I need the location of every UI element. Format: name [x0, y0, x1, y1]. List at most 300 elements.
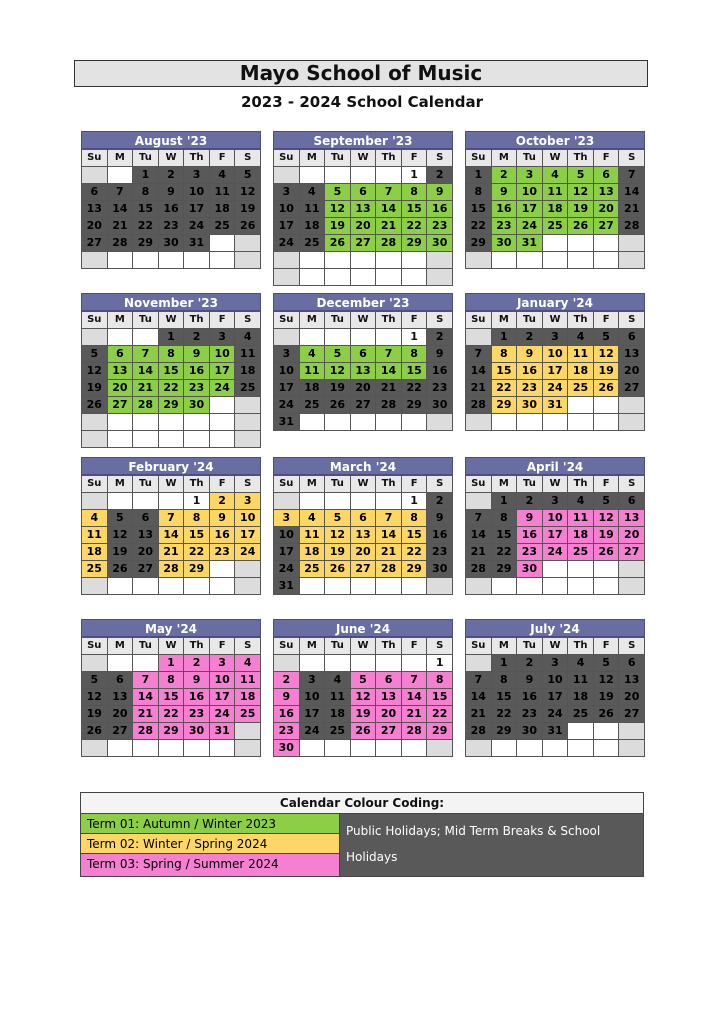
day-cell: 23: [184, 706, 210, 723]
day-cell: 28: [159, 561, 185, 578]
empty-cell: [300, 578, 326, 595]
day-cell: 5: [325, 184, 351, 201]
empty-cell: [210, 431, 236, 448]
day-cell: 16: [427, 363, 453, 380]
day-cell: 27: [351, 235, 377, 252]
day-cell: 17: [517, 201, 543, 218]
empty-cell: [210, 578, 236, 595]
day-cell: 23: [517, 544, 543, 561]
day-cell: 14: [159, 527, 185, 544]
day-cell: 11: [235, 346, 261, 363]
month-title: March '24: [273, 457, 453, 475]
day-cell: 23: [210, 544, 236, 561]
empty-cell: [402, 740, 428, 757]
empty-cell: [619, 578, 645, 595]
empty-cell: [133, 414, 159, 431]
day-cell: 29: [492, 397, 518, 414]
day-cell: 10: [517, 184, 543, 201]
day-cell: 27: [619, 706, 645, 723]
day-cell: 26: [235, 218, 261, 235]
empty-cell: [351, 655, 377, 672]
empty-cell: [210, 252, 236, 269]
day-cell: 20: [351, 380, 377, 397]
empty-cell: [402, 414, 428, 431]
empty-cell: [517, 252, 543, 269]
day-cell: 22: [492, 706, 518, 723]
day-cell: 2: [274, 672, 300, 689]
day-cell: 13: [619, 510, 645, 527]
day-cell: 15: [402, 201, 428, 218]
day-cell: 14: [466, 363, 492, 380]
weekday-header: Th: [376, 312, 402, 329]
empty-cell: [184, 414, 210, 431]
day-cell: 8: [466, 184, 492, 201]
day-cell: 21: [133, 706, 159, 723]
weekday-header: W: [159, 476, 185, 493]
weekday-header: F: [402, 150, 428, 167]
weekday-header: Su: [466, 150, 492, 167]
day-cell: 6: [82, 184, 108, 201]
empty-cell: [184, 252, 210, 269]
empty-cell: [159, 578, 185, 595]
day-cell: 31: [543, 723, 569, 740]
weekday-header: Tu: [517, 638, 543, 655]
day-cell: 10: [543, 346, 569, 363]
day-cell: 31: [274, 578, 300, 595]
empty-cell: [427, 269, 453, 286]
empty-cell: [82, 578, 108, 595]
day-cell: 22: [402, 218, 428, 235]
day-cell: 2: [184, 329, 210, 346]
weekday-header: F: [594, 638, 620, 655]
empty-cell: [492, 414, 518, 431]
month-title: November '23: [81, 293, 261, 311]
day-cell: 24: [235, 544, 261, 561]
empty-cell: [159, 431, 185, 448]
day-cell: 3: [543, 493, 569, 510]
day-cell: 23: [427, 218, 453, 235]
weekday-header: Th: [568, 476, 594, 493]
day-cell: 2: [517, 655, 543, 672]
empty-cell: [235, 723, 261, 740]
empty-cell: [325, 655, 351, 672]
weekday-header: Tu: [325, 476, 351, 493]
day-cell: 9: [184, 346, 210, 363]
day-cell: 29: [466, 235, 492, 252]
day-cell: 8: [159, 346, 185, 363]
day-cell: 5: [235, 167, 261, 184]
day-cell: 13: [619, 346, 645, 363]
day-cell: 1: [402, 329, 428, 346]
empty-cell: [351, 578, 377, 595]
weekday-header: F: [594, 150, 620, 167]
day-cell: 18: [300, 380, 326, 397]
empty-cell: [235, 561, 261, 578]
day-cell: 20: [108, 706, 134, 723]
day-cell: 7: [376, 184, 402, 201]
weekday-header: Th: [376, 638, 402, 655]
month-title: June '24: [273, 619, 453, 637]
day-cell: 21: [402, 706, 428, 723]
day-cell: 22: [133, 218, 159, 235]
day-cell: 2: [427, 167, 453, 184]
day-cell: 24: [543, 380, 569, 397]
day-cell: 20: [594, 201, 620, 218]
day-cell: 28: [376, 235, 402, 252]
day-cell: 30: [517, 561, 543, 578]
weekday-header: S: [427, 476, 453, 493]
day-cell: 8: [402, 346, 428, 363]
day-cell: 3: [184, 167, 210, 184]
day-cell: 18: [568, 689, 594, 706]
weekday-header: M: [108, 476, 134, 493]
day-cell: 28: [133, 723, 159, 740]
day-cell: 11: [568, 346, 594, 363]
day-cell: 21: [376, 218, 402, 235]
empty-cell: [619, 235, 645, 252]
month-calendar: [465, 457, 645, 595]
day-cell: 6: [108, 672, 134, 689]
day-cell: 5: [568, 167, 594, 184]
empty-cell: [351, 493, 377, 510]
day-cell: 24: [210, 706, 236, 723]
weekday-header: M: [492, 638, 518, 655]
day-cell: 30: [184, 397, 210, 414]
day-cell: 7: [133, 672, 159, 689]
day-cell: 15: [402, 527, 428, 544]
day-cell: 16: [427, 201, 453, 218]
day-cell: 13: [376, 689, 402, 706]
day-cell: 7: [108, 184, 134, 201]
day-cell: 12: [325, 527, 351, 544]
day-cell: 5: [594, 493, 620, 510]
day-cell: 28: [133, 397, 159, 414]
day-cell: 6: [619, 329, 645, 346]
day-cell: 20: [108, 380, 134, 397]
day-cell: 18: [210, 201, 236, 218]
empty-cell: [466, 414, 492, 431]
empty-cell: [517, 740, 543, 757]
day-cell: 29: [492, 561, 518, 578]
weekday-header: F: [210, 150, 236, 167]
empty-cell: [594, 235, 620, 252]
weekday-header: Th: [568, 150, 594, 167]
weekday-header: W: [543, 638, 569, 655]
day-cell: 4: [568, 329, 594, 346]
empty-cell: [427, 740, 453, 757]
day-cell: 13: [133, 527, 159, 544]
day-cell: 24: [300, 723, 326, 740]
day-cell: 15: [159, 363, 185, 380]
weekday-header: S: [427, 150, 453, 167]
day-cell: 1: [159, 329, 185, 346]
month-grid: [81, 311, 261, 448]
day-cell: 16: [184, 689, 210, 706]
empty-cell: [274, 655, 300, 672]
day-cell: 9: [427, 510, 453, 527]
day-cell: 10: [184, 184, 210, 201]
day-cell: 19: [594, 689, 620, 706]
day-cell: 23: [184, 380, 210, 397]
month-calendar: [81, 293, 261, 448]
empty-cell: [402, 269, 428, 286]
weekday-header: F: [594, 312, 620, 329]
empty-cell: [133, 578, 159, 595]
weekday-header: M: [300, 312, 326, 329]
day-cell: 29: [133, 235, 159, 252]
day-cell: 4: [568, 655, 594, 672]
day-cell: 25: [543, 218, 569, 235]
month-title: January '24: [465, 293, 645, 311]
day-cell: 26: [351, 723, 377, 740]
day-cell: 30: [184, 723, 210, 740]
day-cell: 18: [568, 363, 594, 380]
day-cell: 27: [619, 544, 645, 561]
weekday-header: W: [159, 150, 185, 167]
day-cell: 6: [594, 167, 620, 184]
day-cell: 13: [351, 201, 377, 218]
empty-cell: [351, 740, 377, 757]
weekday-header: M: [108, 638, 134, 655]
day-cell: 16: [517, 689, 543, 706]
day-cell: 25: [210, 218, 236, 235]
day-cell: 25: [568, 544, 594, 561]
day-cell: 13: [351, 363, 377, 380]
weekday-header: Th: [184, 312, 210, 329]
empty-cell: [300, 493, 326, 510]
empty-cell: [376, 493, 402, 510]
day-cell: 17: [274, 380, 300, 397]
day-cell: 7: [619, 167, 645, 184]
empty-cell: [108, 740, 134, 757]
empty-cell: [517, 414, 543, 431]
day-cell: 19: [235, 201, 261, 218]
day-cell: 17: [184, 201, 210, 218]
day-cell: 27: [351, 561, 377, 578]
day-cell: 21: [466, 706, 492, 723]
empty-cell: [619, 740, 645, 757]
day-cell: 1: [492, 655, 518, 672]
day-cell: 21: [466, 380, 492, 397]
page-subtitle: 2023 - 2024 School Calendar: [240, 93, 484, 111]
empty-cell: [108, 578, 134, 595]
day-cell: 23: [274, 723, 300, 740]
weekday-header: Th: [376, 150, 402, 167]
day-cell: 7: [466, 510, 492, 527]
day-cell: 27: [594, 218, 620, 235]
day-cell: 26: [82, 723, 108, 740]
month-title: April '24: [465, 457, 645, 475]
day-cell: 7: [376, 346, 402, 363]
day-cell: 9: [184, 672, 210, 689]
empty-cell: [274, 167, 300, 184]
empty-cell: [594, 414, 620, 431]
day-cell: 25: [82, 561, 108, 578]
day-cell: 19: [325, 380, 351, 397]
day-cell: 9: [517, 510, 543, 527]
day-cell: 21: [133, 380, 159, 397]
day-cell: 26: [325, 561, 351, 578]
empty-cell: [427, 414, 453, 431]
empty-cell: [466, 578, 492, 595]
empty-cell: [82, 167, 108, 184]
day-cell: 12: [325, 363, 351, 380]
empty-cell: [325, 167, 351, 184]
day-cell: 17: [300, 706, 326, 723]
empty-cell: [235, 235, 261, 252]
empty-cell: [619, 561, 645, 578]
empty-cell: [184, 740, 210, 757]
month-title: September '23: [273, 131, 453, 149]
empty-cell: [466, 493, 492, 510]
day-cell: 7: [466, 346, 492, 363]
day-cell: 1: [184, 493, 210, 510]
month-calendar: [273, 457, 453, 595]
day-cell: 19: [568, 201, 594, 218]
day-cell: 16: [517, 363, 543, 380]
day-cell: 6: [351, 346, 377, 363]
day-cell: 18: [82, 544, 108, 561]
day-cell: 23: [427, 544, 453, 561]
day-cell: 6: [351, 510, 377, 527]
day-cell: 7: [402, 672, 428, 689]
empty-cell: [325, 269, 351, 286]
day-cell: 8: [492, 672, 518, 689]
day-cell: 5: [594, 655, 620, 672]
empty-cell: [543, 252, 569, 269]
empty-cell: [376, 167, 402, 184]
day-cell: 27: [619, 380, 645, 397]
day-cell: 24: [274, 397, 300, 414]
legend-holidays: Public Holidays; Mid Term Breaks & School Holidays: [340, 814, 643, 876]
empty-cell: [210, 561, 236, 578]
weekday-header: Tu: [133, 476, 159, 493]
empty-cell: [466, 655, 492, 672]
empty-cell: [402, 252, 428, 269]
empty-cell: [133, 740, 159, 757]
empty-cell: [568, 723, 594, 740]
day-cell: 14: [402, 689, 428, 706]
month-grid: [465, 149, 645, 269]
day-cell: 26: [108, 561, 134, 578]
day-cell: 28: [402, 723, 428, 740]
day-cell: 21: [619, 201, 645, 218]
day-cell: 18: [300, 218, 326, 235]
day-cell: 5: [325, 510, 351, 527]
day-cell: 5: [351, 672, 377, 689]
day-cell: 31: [210, 723, 236, 740]
empty-cell: [466, 740, 492, 757]
weekday-header: Th: [184, 476, 210, 493]
weekday-header: S: [619, 150, 645, 167]
day-cell: 24: [517, 218, 543, 235]
empty-cell: [492, 252, 518, 269]
day-cell: 5: [108, 510, 134, 527]
day-cell: 20: [133, 544, 159, 561]
empty-cell: [568, 414, 594, 431]
empty-cell: [543, 235, 569, 252]
day-cell: 15: [492, 689, 518, 706]
day-cell: 23: [427, 380, 453, 397]
weekday-header: Su: [82, 312, 108, 329]
weekday-header: M: [300, 150, 326, 167]
empty-cell: [300, 252, 326, 269]
empty-cell: [210, 740, 236, 757]
day-cell: 29: [492, 723, 518, 740]
weekday-header: Tu: [133, 150, 159, 167]
weekday-header: M: [300, 476, 326, 493]
day-cell: 9: [159, 184, 185, 201]
day-cell: 13: [108, 363, 134, 380]
empty-cell: [543, 740, 569, 757]
month-grid: [81, 475, 261, 595]
month-calendar: [465, 619, 645, 757]
empty-cell: [543, 414, 569, 431]
empty-cell: [402, 578, 428, 595]
day-cell: 17: [274, 218, 300, 235]
day-cell: 26: [594, 544, 620, 561]
day-cell: 2: [492, 167, 518, 184]
day-cell: 16: [427, 527, 453, 544]
empty-cell: [351, 252, 377, 269]
month-calendar: [273, 293, 453, 431]
empty-cell: [108, 252, 134, 269]
month-grid: [465, 475, 645, 595]
weekday-header: Su: [466, 638, 492, 655]
empty-cell: [351, 269, 377, 286]
empty-cell: [619, 723, 645, 740]
day-cell: 17: [210, 689, 236, 706]
weekday-header: F: [210, 638, 236, 655]
day-cell: 25: [235, 380, 261, 397]
day-cell: 11: [82, 527, 108, 544]
weekday-header: F: [402, 476, 428, 493]
day-cell: 19: [594, 363, 620, 380]
day-cell: 28: [376, 397, 402, 414]
day-cell: 3: [543, 655, 569, 672]
empty-cell: [235, 397, 261, 414]
day-cell: 15: [466, 201, 492, 218]
month-grid: [465, 311, 645, 431]
day-cell: 23: [492, 218, 518, 235]
day-cell: 14: [466, 527, 492, 544]
day-cell: 29: [402, 561, 428, 578]
day-cell: 9: [517, 346, 543, 363]
day-cell: 1: [133, 167, 159, 184]
weekday-header: S: [235, 312, 261, 329]
day-cell: 24: [543, 706, 569, 723]
day-cell: 12: [568, 184, 594, 201]
weekday-header: Su: [82, 150, 108, 167]
day-cell: 14: [466, 689, 492, 706]
day-cell: 30: [517, 723, 543, 740]
empty-cell: [210, 235, 236, 252]
month-title: December '23: [273, 293, 453, 311]
day-cell: 3: [235, 493, 261, 510]
month-title: February '24: [81, 457, 261, 475]
day-cell: 27: [351, 397, 377, 414]
empty-cell: [325, 578, 351, 595]
day-cell: 18: [568, 527, 594, 544]
empty-cell: [82, 414, 108, 431]
day-cell: 18: [235, 363, 261, 380]
weekday-header: M: [300, 638, 326, 655]
day-cell: 4: [300, 346, 326, 363]
weekday-header: Su: [82, 476, 108, 493]
day-cell: 13: [351, 527, 377, 544]
day-cell: 14: [376, 201, 402, 218]
day-cell: 22: [427, 706, 453, 723]
